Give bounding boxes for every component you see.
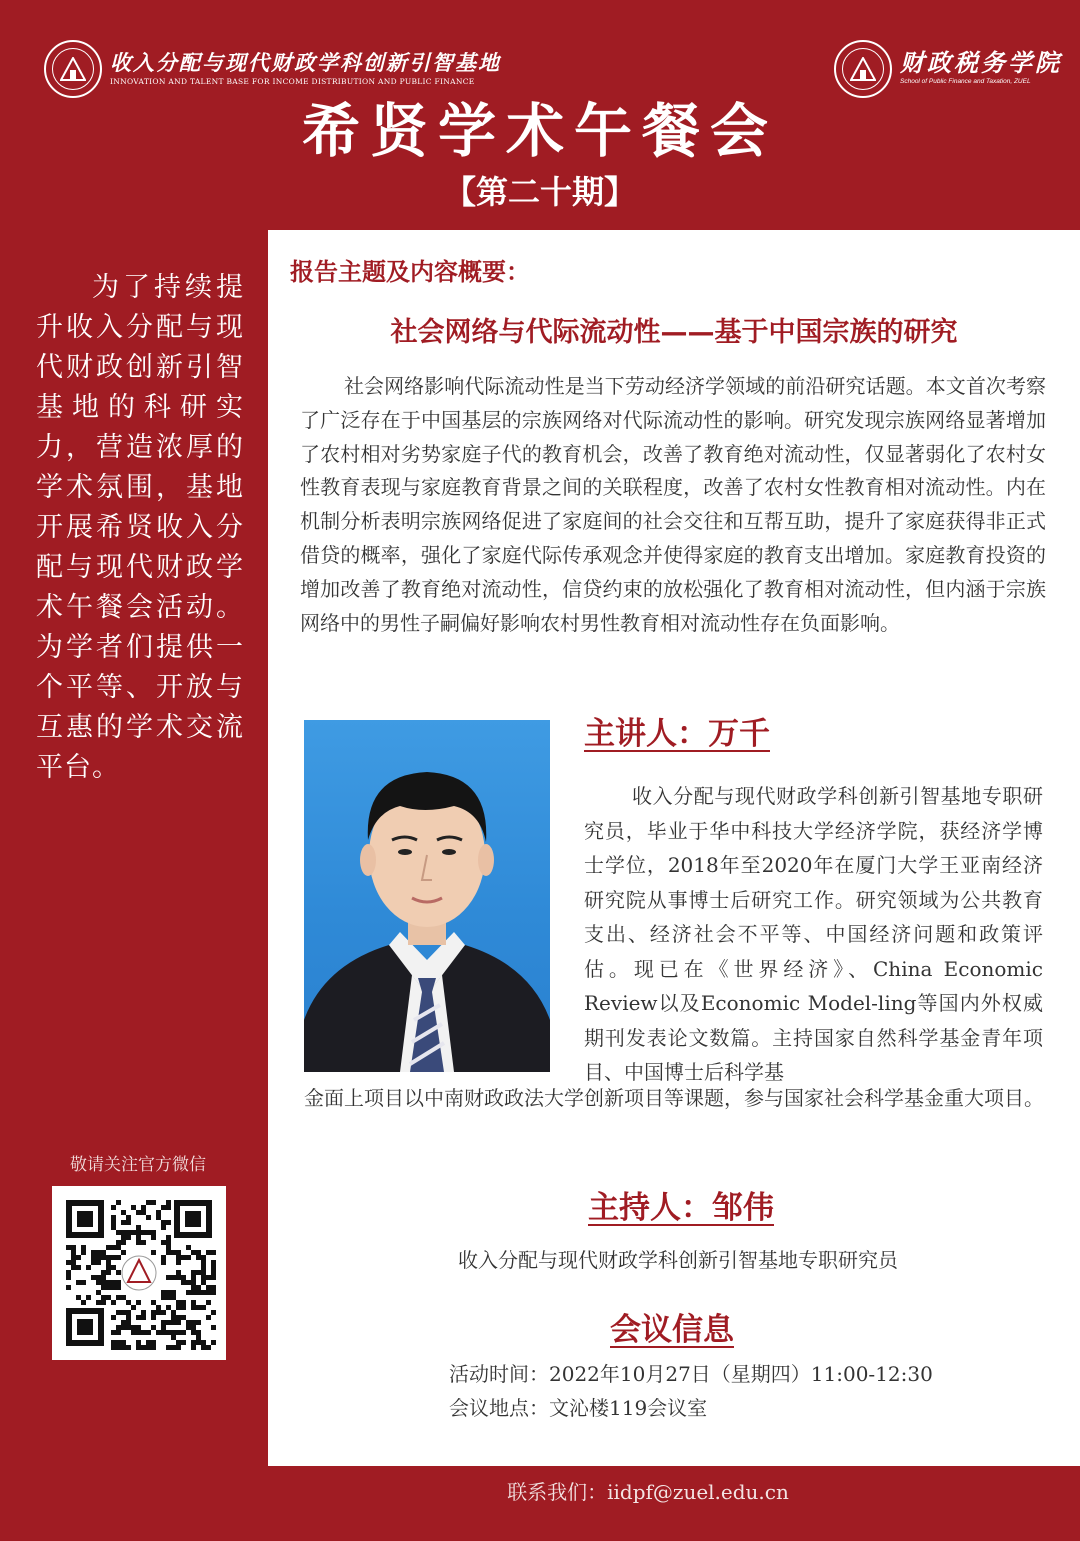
- speaker-bio-text: 收入分配与现代财政学科创新引智基地专职研究员，毕业于华中科技大学经济学院，获经济学博士学位，2018年至2020年在厦门大学王亚南经济研究院从事博士后研究工作。研究领域为公共教育支出、经济社会不平等、中国经济问题和政策评估。现已在《世界经济》、China Economic Review以及Economic Model-ling等国内外权威期刊发表论文数篇。主持国家自然科学基金青年项目、中国博士后科学基: [584, 784, 1043, 1084]
- report-section-label: 报告主题及内容概要：: [290, 258, 530, 286]
- speaker-heading: 主讲人：万千: [584, 716, 770, 752]
- host-heading: 主持人：邹伟: [588, 1190, 774, 1226]
- wechat-label: 敬请关注官方微信: [70, 1155, 206, 1175]
- meeting-place: 会议地点：文沁楼119会议室: [449, 1396, 708, 1420]
- contact-info: 联系我们：iidpf@zuel.edu.cn: [507, 1480, 789, 1504]
- report-title: 社会网络与代际流动性——基于中国宗族的研究: [390, 317, 958, 348]
- base-logo-en: INNOVATION AND TALENT BASE FOR INCOME DISTRIBUTION AND PUBLIC FINANCE: [110, 77, 475, 86]
- qr-code-icon: [62, 1196, 216, 1350]
- speaker-photo: [304, 720, 550, 1072]
- speaker-bio-continued: 金面上项目以中南财政政法大学创新项目等课题，参与国家社会科学基金重大项目。: [304, 1086, 1044, 1110]
- wechat-qr-code[interactable]: [52, 1186, 226, 1360]
- speaker-bio: [584, 779, 1043, 1090]
- base-logo: [44, 40, 501, 98]
- school-logo: [834, 40, 1062, 98]
- base-seal-icon: [44, 40, 102, 98]
- report-abstract: 社会网络影响代际流动性是当下劳动经济学领域的前沿研究话题。本文首次考察了广泛存在于中国基层的宗族网络对代际流动性的影响。研究发现宗族网络显著增加了农村相对劣势家庭子代的教育机会，改善了教育绝对流动性，仅显著弱化了农村女性教育表现与家庭教育背景之间的关联程度，改善了农村女性教育相对流动性。内在机制分析表明宗族网络促进了家庭间的社会交往和互帮互助，提升了家庭获得非正式借贷的概率，强化了家庭代际传承观念并使得家庭的教育支出增加。家庭教育投资的增加改善了教育绝对流动性，信贷约束的放松强化了教育相对流动性，但内涵于宗族网络中的男性子嗣偏好影响农村男性教育相对流动性存在负面影响。: [300, 374, 1046, 635]
- meeting-time: 活动时间：2022年10月27日（星期四）11:00-12:30: [449, 1362, 933, 1386]
- base-logo-cn: 收入分配与现代财政学科创新引智基地: [110, 50, 501, 75]
- host-description: 收入分配与现代财政学科创新引智基地专职研究员: [458, 1248, 898, 1272]
- school-logo-cn: 财政税务学院: [900, 48, 1062, 77]
- page-title: 希贤学术午餐会: [301, 97, 778, 165]
- intro-text: 为了持续提升收入分配与现代财政创新引智基地的科研实力，营造浓厚的学术氛围，基地开展希贤收入分配与现代财政学术午餐会活动。为学者们提供一个平等、开放与互惠的学术交流平台。: [36, 272, 244, 783]
- issue-label: 【第二十期】: [443, 173, 636, 211]
- meeting-heading: 会议信息: [610, 1312, 734, 1348]
- school-logo-en: School of Public Finance and Taxation, ZUEL: [900, 78, 1031, 85]
- school-seal-icon: [834, 40, 892, 98]
